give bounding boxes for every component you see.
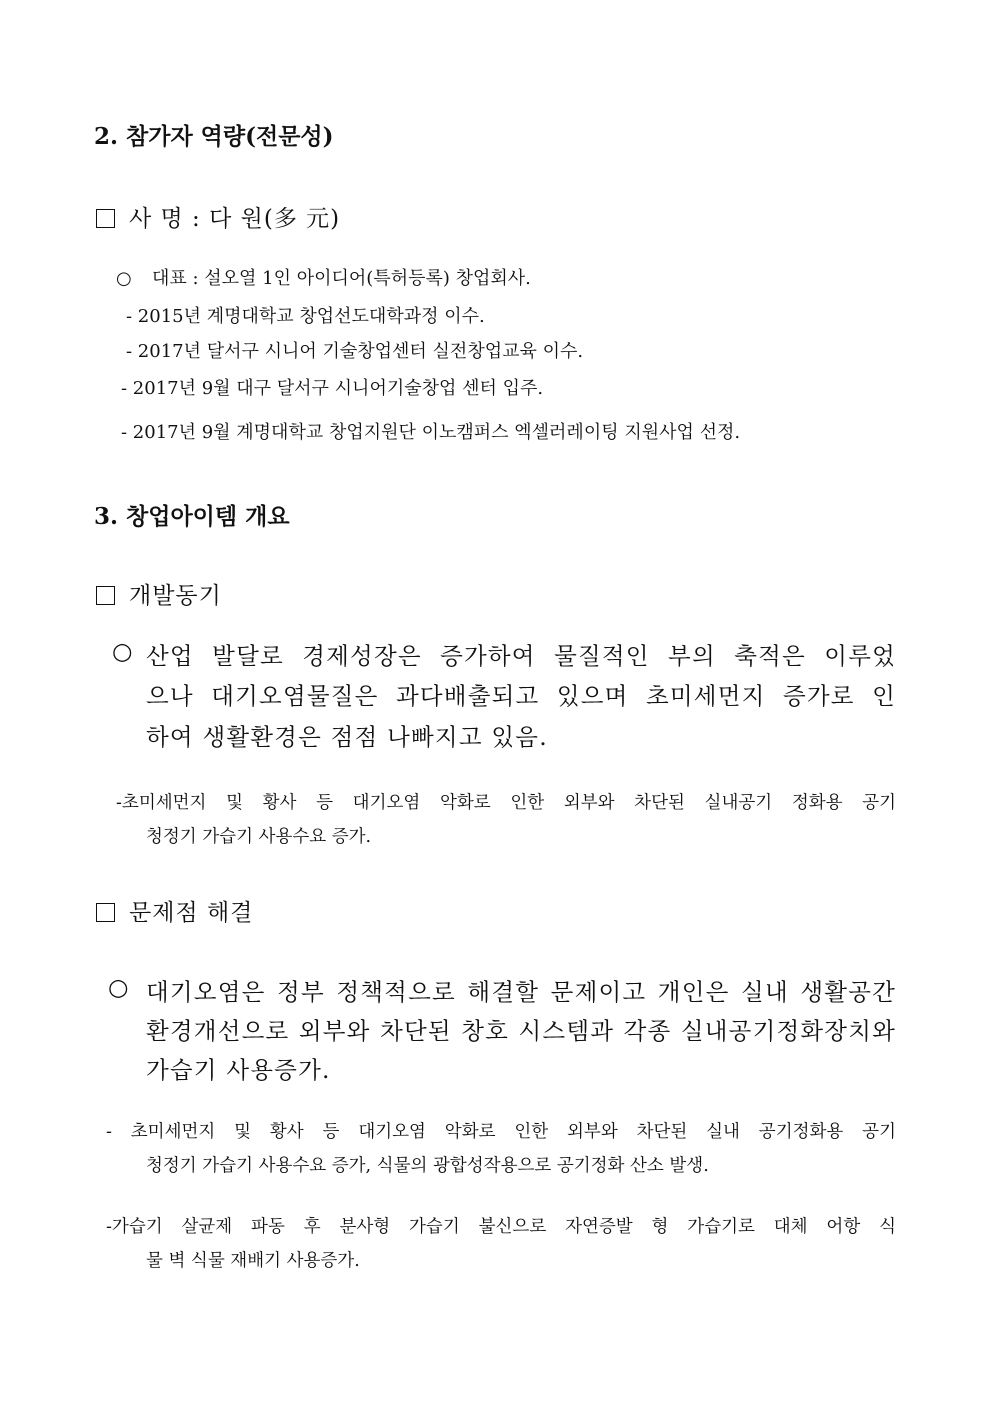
problem-para-line: 대기오염은 정부 정책적으로 해결할 문제이고 개인은 실내 생활공간	[146, 978, 896, 1006]
motivation-title-line	[96, 577, 222, 610]
checkbox-square-icon	[96, 903, 115, 922]
problem-note-line: 청정기 가습기 사용수요 증가, 식물의 광합성작용으로 공기정화 산소 발생.	[146, 1156, 709, 1176]
problem-note-line: 물 벽 식물 재배기 사용증가.	[146, 1251, 360, 1271]
checkbox-square-icon	[96, 209, 115, 228]
problem-para-line: 가습기 사용증가.	[146, 1056, 331, 1084]
circle-bullet-icon: ○	[116, 268, 132, 289]
motivation-title: 개발동기	[129, 583, 222, 609]
motivation-para-line: 으나 대기오염물질은 과다배출되고 있으며 초미세먼지 증가로 인	[146, 682, 896, 710]
problem-title-line	[96, 894, 253, 927]
ceo-line	[116, 264, 531, 290]
problem-note-line: -가습기 살균제 파동 후 분사형 가습기 불신으로 자연증발 형 가습기로 대체 어항 식	[106, 1217, 896, 1237]
ceo-text: 대표 : 설오열 1인 아이디어(특허등록) 창업회사.	[152, 268, 531, 289]
motivation-marker: ○	[112, 637, 134, 665]
motivation-para-line: 산업 발달로 경제성장은 증가하여 물질적인 부의 축적은 이루었	[146, 642, 896, 670]
company-name-text: 사 명 : 다 원(多 元)	[129, 206, 341, 232]
career-item: - 2017년 9월 대구 달서구 시니어기술창업 센터 입주.	[121, 378, 544, 399]
problem-marker: ○	[108, 973, 130, 1001]
motivation-note-line: 청정기 가습기 사용수요 증가.	[146, 827, 372, 847]
career-item: - 2017년 달서구 시니어 기술창업센터 실전창업교육 이수.	[126, 341, 584, 362]
company-name-line	[96, 200, 340, 233]
problem-para-line: 환경개선으로 외부와 차단된 창호 시스템과 각종 실내공기정화장치와	[146, 1017, 896, 1045]
section-2-heading: 2. 참가자 역량(전문성)	[94, 123, 334, 150]
career-item: - 2017년 9월 계명대학교 창업지원단 이노캠퍼스 엑셀러레이팅 지원사업 선정.	[121, 422, 741, 443]
motivation-para-line: 하여 생활환경은 점점 나빠지고 있음.	[146, 723, 548, 751]
motivation-note-line: -초미세먼지 및 황사 등 대기오염 악화로 인한 외부와 차단된 실내공기 정화용 공기	[116, 793, 896, 813]
section-3-heading: 3. 창업아이템 개요	[94, 503, 290, 530]
checkbox-square-icon	[96, 586, 115, 605]
problem-note-line: - 초미세먼지 및 황사 등 대기오염 악화로 인한 외부와 차단된 실내 공기정화용 공기	[106, 1122, 896, 1142]
career-item: - 2015년 계명대학교 창업선도대학과정 이수.	[126, 306, 485, 327]
problem-title: 문제점 해결	[129, 900, 254, 926]
